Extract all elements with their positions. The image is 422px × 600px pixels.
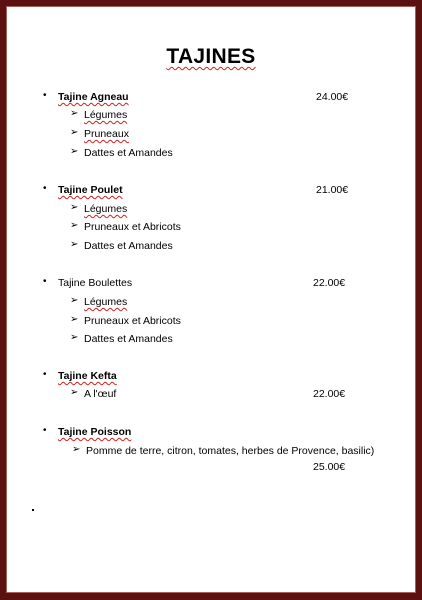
dish-item: Pomme de terre, citron, tomates, herbes de Provence, basilic) (86, 445, 375, 457)
bullet-icon: • (43, 276, 47, 287)
dish-item: Dattes et Amandes (84, 240, 173, 252)
bullet-icon: • (43, 183, 47, 194)
dish-price: 22.00€ (313, 277, 346, 289)
arrow-icon: ➢ (70, 127, 79, 138)
dish-price: 25.00€ (313, 461, 346, 473)
dish-item: Dattes et Amandes (84, 333, 173, 345)
arrow-icon: ➢ (72, 444, 81, 455)
arrow-icon: ➢ (70, 220, 79, 231)
arrow-icon: ➢ (70, 332, 79, 343)
dish-item: Pruneaux et Abricots (84, 221, 181, 233)
dish-item: Pruneaux et Abricots (84, 315, 181, 327)
arrow-icon: ➢ (70, 295, 79, 306)
arrow-icon: ➢ (70, 239, 79, 250)
arrow-icon: ➢ (70, 202, 79, 213)
arrow-icon: ➢ (70, 108, 79, 119)
dish-item: Légumes (84, 203, 128, 215)
dish-item: Dattes et Amandes (84, 147, 173, 159)
page-title: TAJINES (166, 45, 256, 68)
dish-item: A l'œuf (84, 388, 117, 400)
dish-name: Tajine Boulettes (58, 277, 133, 289)
dish-price: 24.00€ (316, 91, 349, 103)
dish-item: Légumes (84, 109, 128, 121)
arrow-icon: ➢ (70, 387, 79, 398)
arrow-icon: ➢ (70, 314, 79, 325)
arrow-icon: ➢ (70, 146, 79, 157)
dish-price: 21.00€ (316, 184, 349, 196)
dish-name: Tajine Agneau (58, 91, 129, 103)
stray-dot (32, 509, 34, 511)
bullet-icon: • (43, 425, 47, 436)
dish-name: Tajine Poisson (58, 426, 132, 438)
bullet-icon: • (43, 90, 47, 101)
dish-name: Tajine Poulet (58, 184, 123, 196)
bullet-icon: • (43, 369, 47, 380)
dish-item: Pruneaux (84, 128, 129, 140)
dish-name: Tajine Kefta (58, 370, 117, 382)
dish-item: Légumes (84, 296, 128, 308)
dish-price: 22.00€ (313, 388, 346, 400)
